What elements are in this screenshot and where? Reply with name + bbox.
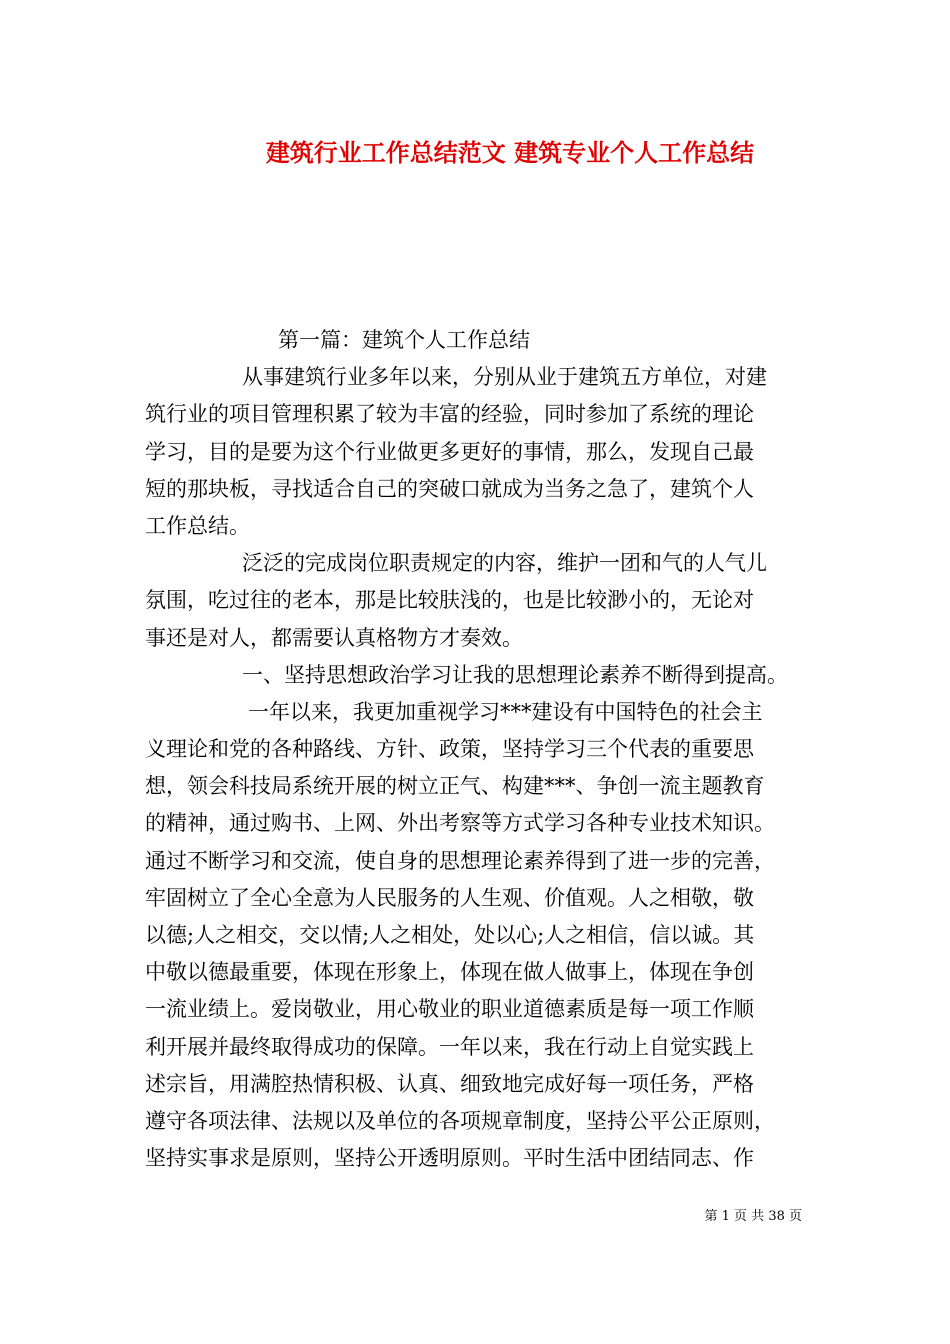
paragraph-line: 牢固树立了全心全意为人民服务的人生观、价值观。人之相敬，敬 bbox=[145, 885, 754, 910]
paragraph-line: 从事建筑行业多年以来，分别从业于建筑五方单位，对建 bbox=[242, 365, 767, 390]
paragraph-line: 义理论和党的各种路线、方针、政策，坚持学习三个代表的重要思 bbox=[145, 737, 754, 762]
paragraph-line: 的精神，通过购书、上网、外出考察等方式学习各种专业技术知识。 bbox=[145, 811, 775, 836]
paragraph-line: 工作总结。 bbox=[145, 513, 250, 538]
paragraph-line: 遵守各项法律、法规以及单位的各项规章制度，坚持公平公正原则， bbox=[145, 1108, 775, 1133]
document-title: 建筑行业工作总结范文 建筑专业个人工作总结 bbox=[265, 138, 755, 167]
paragraph-line: 述宗旨，用满腔热情积极、认真、细致地完成好每一项任务，严格 bbox=[145, 1071, 754, 1096]
page-number-footer: 第 1 页 共 38 页 bbox=[704, 1209, 802, 1224]
paragraph-line: 利开展并最终取得成功的保障。一年以来，我在行动上自觉实践上 bbox=[145, 1034, 754, 1059]
subheading-line: 一、坚持思想政治学习让我的思想理论素养不断得到提高。 bbox=[242, 662, 788, 687]
document-body bbox=[145, 322, 810, 1177]
paragraph-line: 以德;人之相交，交以情;人之相处，处以心;人之相信，信以诚。其 bbox=[145, 923, 755, 947]
paragraph-line: 短的那块板，寻找适合自己的突破口就成为当务之急了，建筑个人 bbox=[145, 476, 754, 501]
paragraph-line: 泛泛的完成岗位职责规定的内容，维护一团和气的人气儿 bbox=[242, 551, 767, 576]
paragraph-line: 筑行业的项目管理积累了较为丰富的经验，同时参加了系统的理论 bbox=[145, 402, 754, 427]
paragraph-line: 通过不断学习和交流，使自身的思想理论素养得到了进一步的完善， bbox=[145, 848, 775, 873]
paragraph-line: 事还是对人，都需要认真格物方才奏效。 bbox=[145, 625, 523, 650]
paragraph-line: 学习，目的是要为这个行业做更多更好的事情，那么，发现自己最 bbox=[145, 439, 754, 464]
paragraph-line: 中敬以德最重要，体现在形象上，体现在做人做事上，体现在争创 bbox=[145, 960, 754, 985]
paragraph-line: 一流业绩上。爱岗敬业，用心敬业的职业道德素质是每一项工作顺 bbox=[145, 997, 754, 1022]
paragraph-line: 想，领会科技局系统开展的树立正气、构建***、争创一流主题教育 bbox=[145, 774, 765, 799]
paragraph-line: 坚持实事求是原则，坚持公开透明原则。平时生活中团结同志、作 bbox=[145, 1146, 754, 1171]
paragraph-line: 一年以来，我更加重视学习***建设有中国特色的社会主 bbox=[248, 699, 763, 724]
section-heading: 第一篇：建筑个人工作总结 bbox=[278, 328, 530, 352]
paragraph-line: 氛围，吃过往的老本，那是比较肤浅的，也是比较渺小的，无论对 bbox=[145, 588, 754, 613]
